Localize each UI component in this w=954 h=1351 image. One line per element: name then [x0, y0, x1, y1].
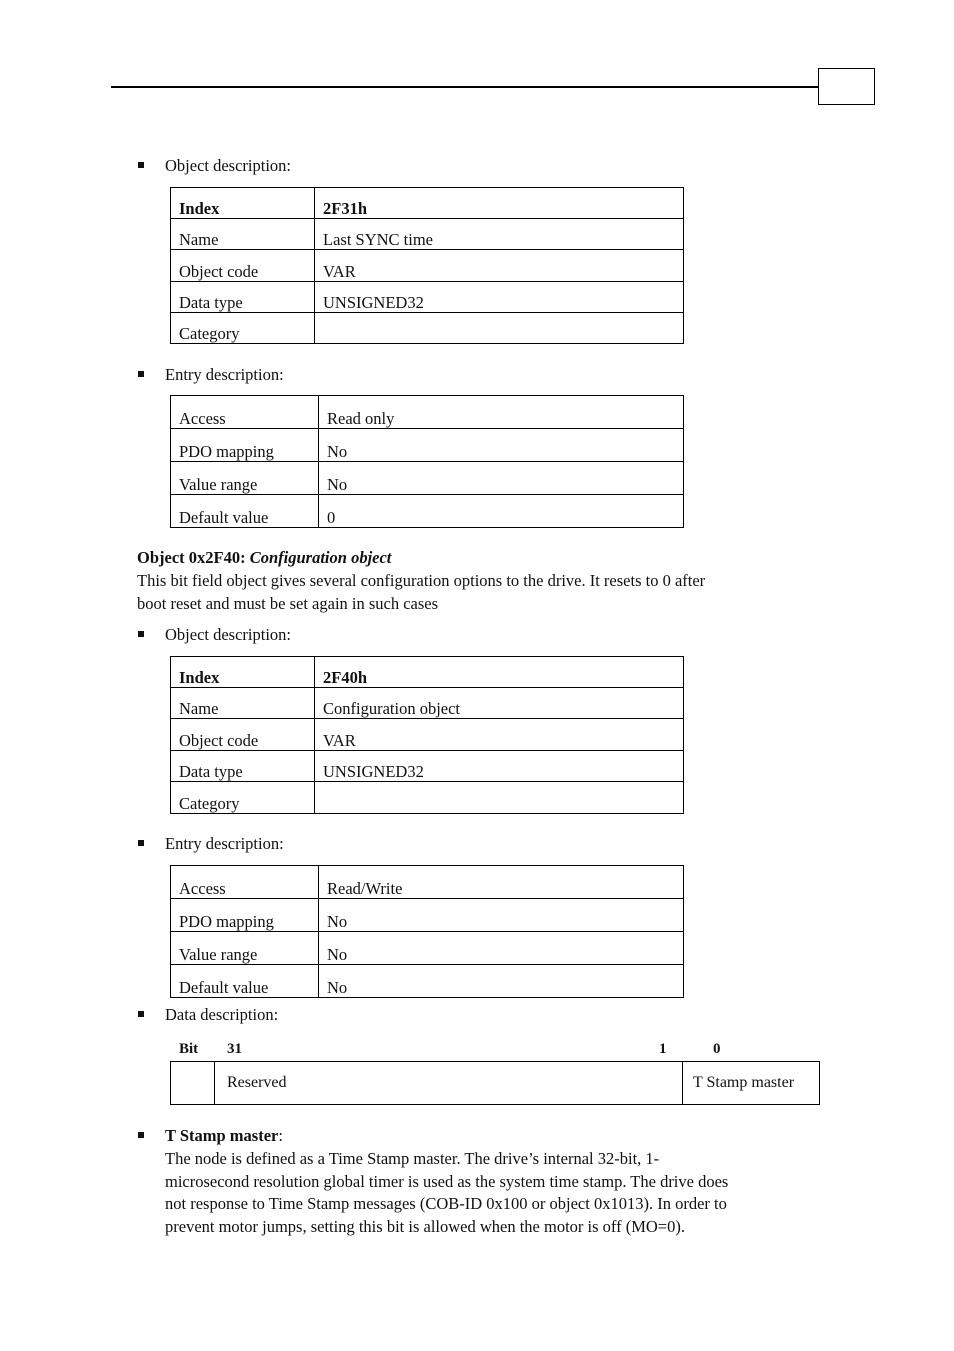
tstamp-line: microsecond resolution global timer is used as the system time stamp. The drive does	[165, 1171, 729, 1191]
table-row	[171, 932, 684, 965]
table-row	[171, 219, 684, 250]
table-value: No	[319, 429, 684, 462]
tstamp-description	[165, 1148, 825, 1238]
bit-1-label: 1	[659, 1041, 667, 1057]
page-number-box	[818, 68, 875, 105]
table-key: Name	[171, 219, 315, 250]
tstamp-heading	[165, 1126, 283, 1146]
entry-table-2f31	[170, 395, 684, 528]
bit-tstamp-cell: T Stamp master	[683, 1062, 820, 1105]
tstamp-line: The node is defined as a Time Stamp master. The drive’s internal 32-bit, 1-	[165, 1149, 660, 1168]
object-table-2f40	[170, 656, 684, 814]
table-value	[315, 782, 684, 814]
table-row	[171, 250, 684, 282]
bullet-icon	[138, 371, 144, 377]
table-row	[171, 965, 684, 998]
tstamp-title: T Stamp master	[165, 1126, 279, 1145]
tstamp-line: prevent motor jumps, setting this bit is allowed when the motor is off (MO=0).	[165, 1216, 685, 1236]
bit-31-label: 31	[227, 1041, 242, 1057]
table-value: No	[319, 462, 684, 495]
entry-description-label: Entry description:	[165, 834, 284, 853]
table-key: Category	[171, 313, 315, 344]
table-row	[171, 657, 684, 688]
bit-field-table	[170, 1061, 820, 1105]
table-value: Last SYNC time	[315, 219, 684, 250]
table-value: UNSIGNED32	[315, 751, 684, 782]
table-value: UNSIGNED32	[315, 282, 684, 313]
table-key: Value range	[171, 462, 319, 495]
table-row	[171, 188, 684, 219]
table-value: 0	[319, 495, 684, 528]
table-key: Object code	[171, 719, 315, 751]
section-heading-title: Configuration object	[249, 548, 392, 567]
table-value: 2F40h	[315, 657, 684, 688]
table-value: VAR	[315, 250, 684, 282]
intro-line: This bit field object gives several configuration options to the drive. It resets to 0 after	[137, 571, 706, 590]
table-row	[171, 396, 684, 429]
table-value: Read/Write	[319, 866, 684, 899]
table-key: PDO mapping	[171, 899, 319, 932]
bit-empty-cell	[171, 1062, 215, 1105]
table-key: Access	[171, 866, 319, 899]
section-heading	[137, 548, 391, 568]
table-key: Data type	[171, 282, 315, 313]
bit-reserved-cell: Reserved	[215, 1062, 683, 1105]
table-key: Index	[171, 188, 315, 219]
bit-label: Bit	[179, 1041, 199, 1057]
section-intro	[137, 570, 705, 615]
tstamp-line: not response to Time Stamp messages (COB-ID 0x100 or object 0x1013). In order to	[165, 1194, 727, 1213]
bullet-icon	[138, 631, 144, 637]
table-value: No	[319, 965, 684, 998]
table-value: VAR	[315, 719, 684, 751]
entry-table-2f40	[170, 865, 684, 998]
data-description-label: Data description:	[165, 1005, 279, 1024]
table-value: 2F31h	[315, 188, 684, 219]
bullet-icon	[138, 1011, 144, 1017]
table-value: No	[319, 899, 684, 932]
table-key: Access	[171, 396, 319, 429]
table-row	[171, 282, 684, 313]
bit-0-label: 0	[713, 1041, 721, 1057]
bullet-icon	[138, 162, 144, 168]
table-key: Data type	[171, 751, 315, 782]
table-value: Read only	[319, 396, 684, 429]
table-key: Value range	[171, 932, 319, 965]
table-row	[171, 462, 684, 495]
table-row	[171, 429, 684, 462]
table-row	[171, 313, 684, 344]
section-heading-object: Object 0x2F40:	[137, 548, 250, 567]
table-value: No	[319, 932, 684, 965]
bullet-icon	[138, 1132, 144, 1138]
table-key: Category	[171, 782, 315, 814]
table-row	[171, 899, 684, 932]
table-key: Default value	[171, 495, 319, 528]
table-row	[171, 782, 684, 814]
table-key: Index	[171, 657, 315, 688]
bullet-icon	[138, 840, 144, 846]
table-key: Object code	[171, 250, 315, 282]
object-table-2f31	[170, 187, 684, 344]
tstamp-colon: :	[278, 1126, 283, 1145]
entry-description-label: Entry description:	[165, 365, 284, 384]
table-row	[171, 751, 684, 782]
table-row	[171, 688, 684, 719]
object-description-label: Object description:	[165, 156, 292, 175]
table-value: Configuration object	[315, 688, 684, 719]
table-key: PDO mapping	[171, 429, 319, 462]
header-rule	[111, 86, 819, 88]
table-key: Name	[171, 688, 315, 719]
table-value	[315, 313, 684, 344]
table-row	[171, 1062, 820, 1105]
table-row	[171, 719, 684, 751]
table-key: Default value	[171, 965, 319, 998]
intro-line: boot reset and must be set again in such cases	[137, 593, 439, 613]
object-description-label: Object description:	[165, 625, 292, 644]
table-row	[171, 495, 684, 528]
table-row	[171, 866, 684, 899]
